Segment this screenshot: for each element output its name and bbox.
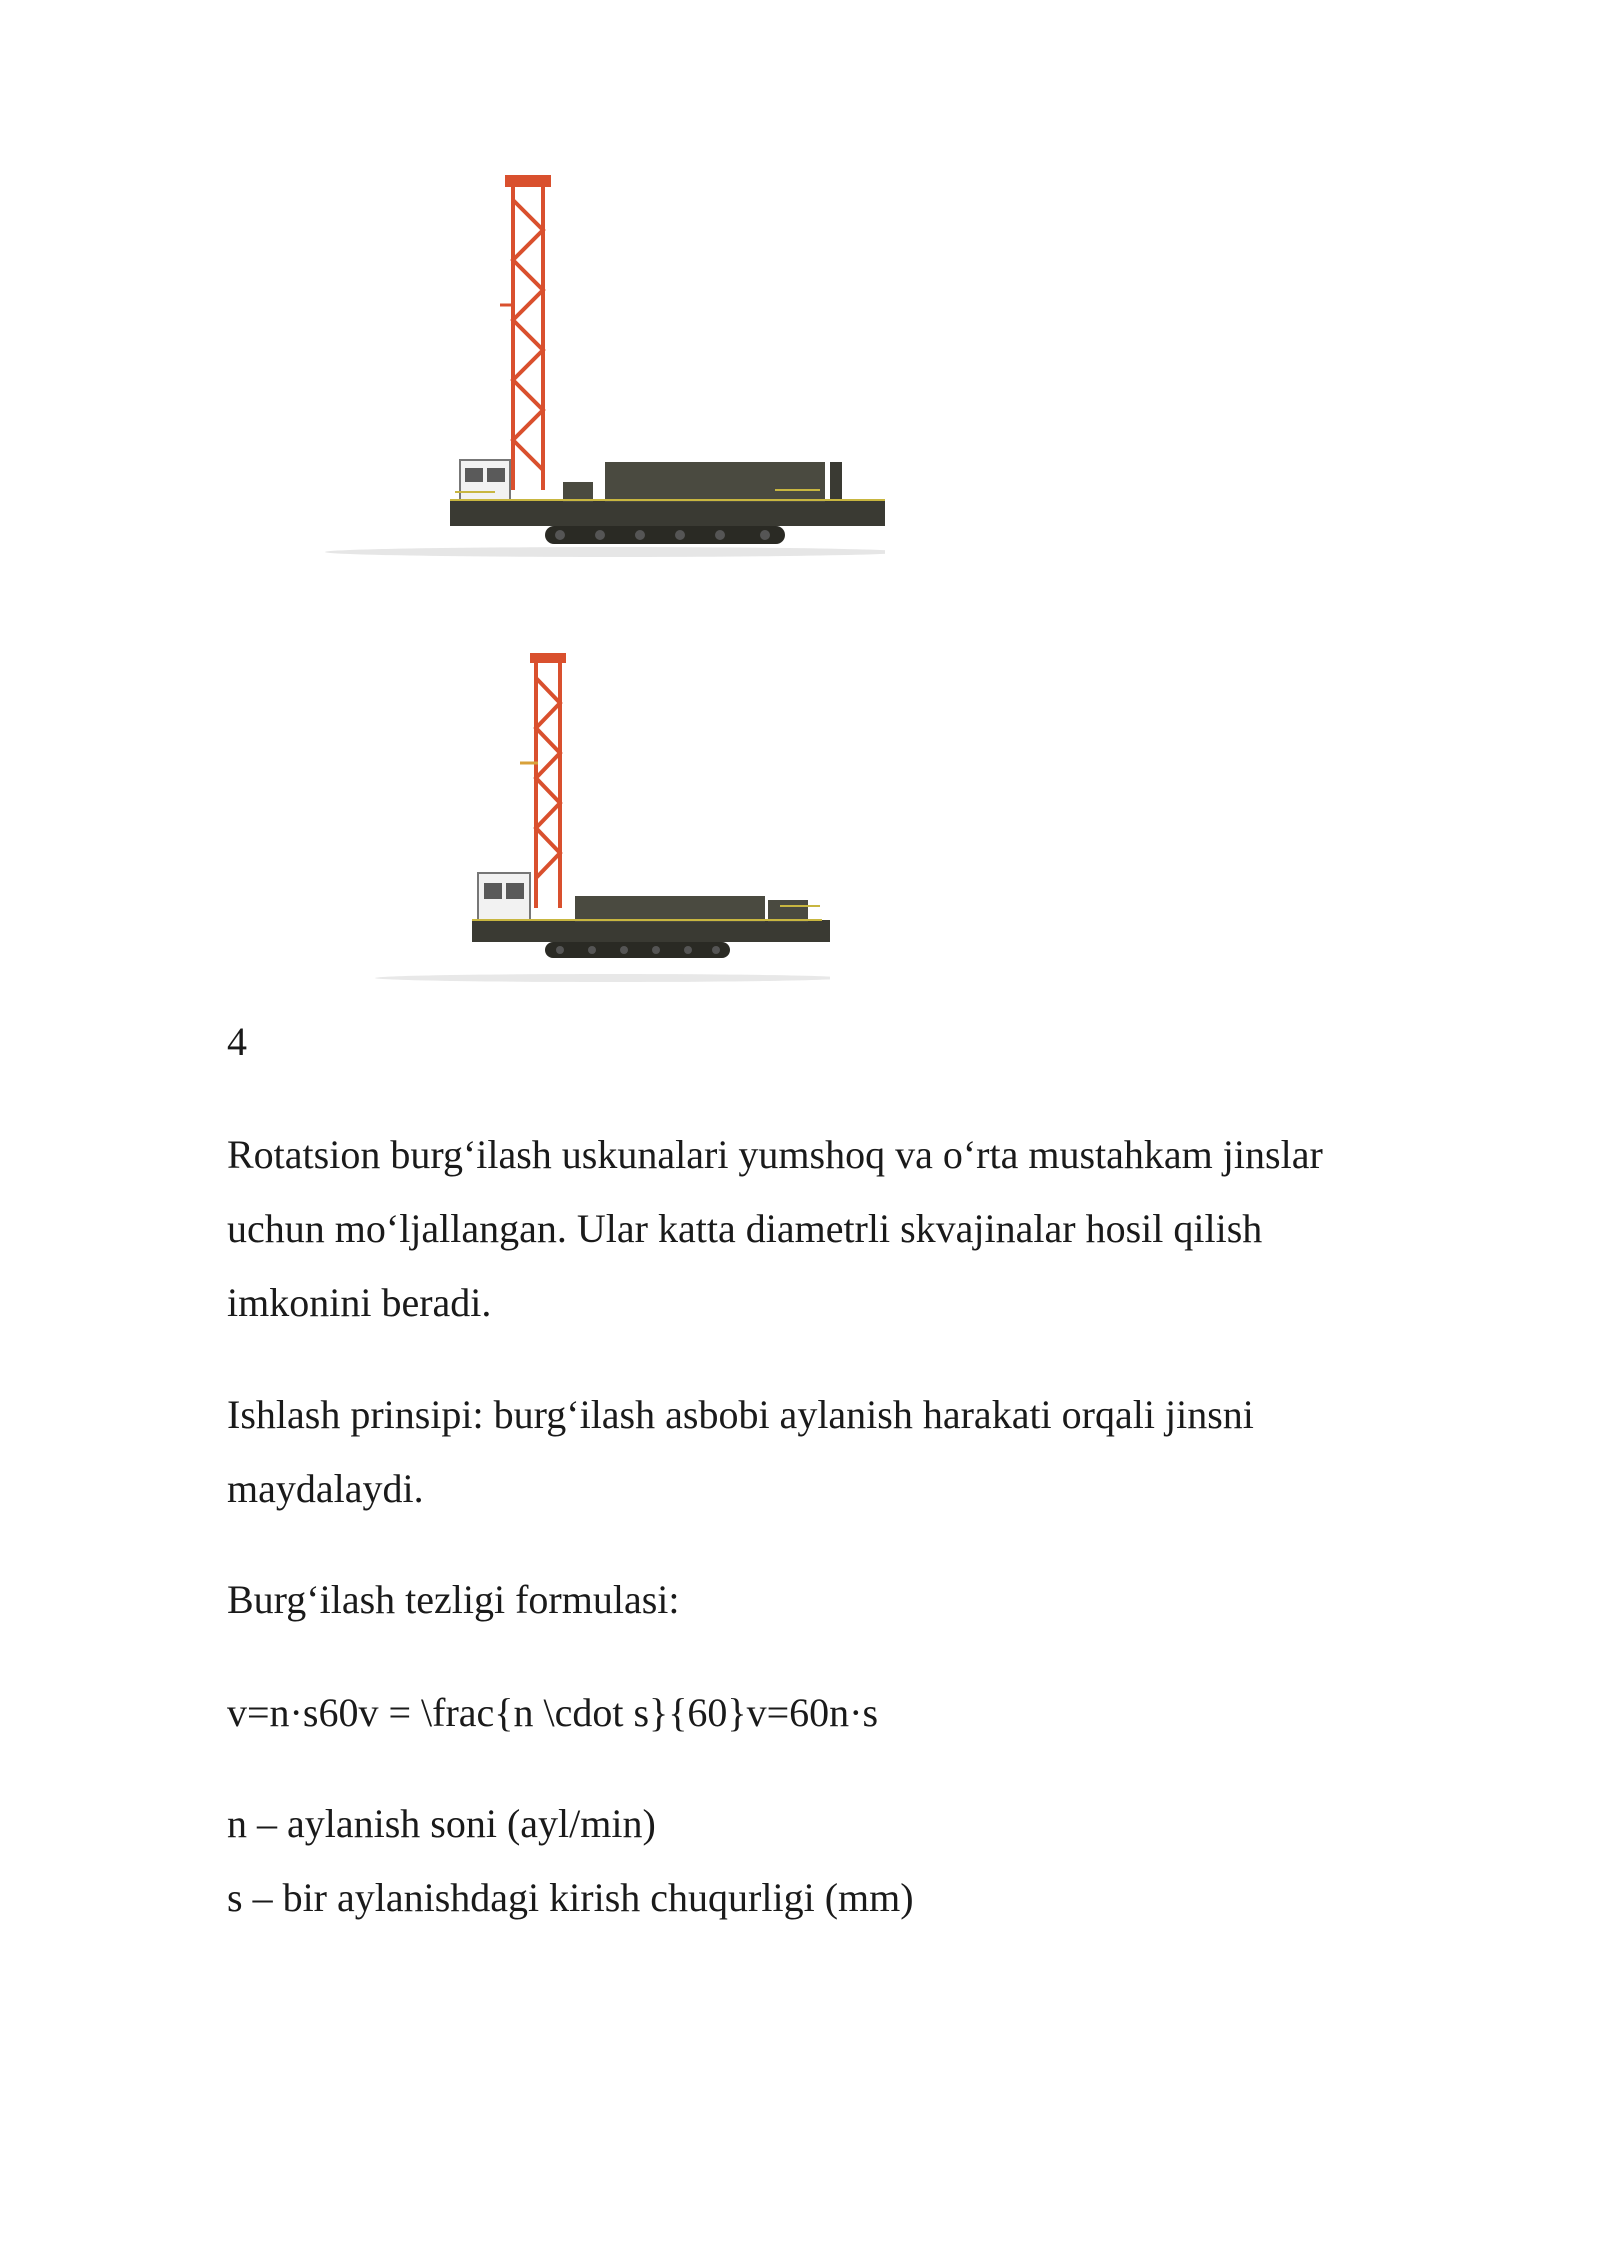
text-line: Rotatsion burg‘ilash uskunalari yumshoq va o‘rta mustahkam jinslar — [227, 1132, 1323, 1177]
formula-text: v=n·s60v = \frac{n \cdot s}{60}v=60n·s — [227, 1690, 879, 1735]
formula-heading: Burg‘ilash tezligi formulasi: — [227, 1577, 680, 1622]
variable-definitions — [227, 1787, 1427, 1935]
definition-line: s – bir aylanishdagi kirish chuqurligi (mm) — [227, 1875, 914, 1920]
text-line: maydalaydi. — [227, 1466, 424, 1511]
paragraph-principle — [227, 1378, 1427, 1526]
text-line: Ishlash prinsipi: burg‘ilash asbobi aylanish harakati orqali jinsni — [227, 1392, 1254, 1437]
drill-rig-icon — [360, 648, 830, 988]
drill-rig-image-2 — [360, 648, 830, 988]
page-number: 4 — [227, 1019, 247, 1064]
drill-rig-image-1 — [315, 170, 885, 560]
paragraph-intro — [227, 1118, 1427, 1340]
text-line: imkonini beradi. — [227, 1280, 492, 1325]
drill-rig-icon — [315, 170, 885, 560]
text-line: uchun mo‘ljallangan. Ular katta diametrli skvajinalar hosil qilish — [227, 1206, 1263, 1251]
definition-line: n – aylanish soni (ayl/min) — [227, 1801, 656, 1846]
